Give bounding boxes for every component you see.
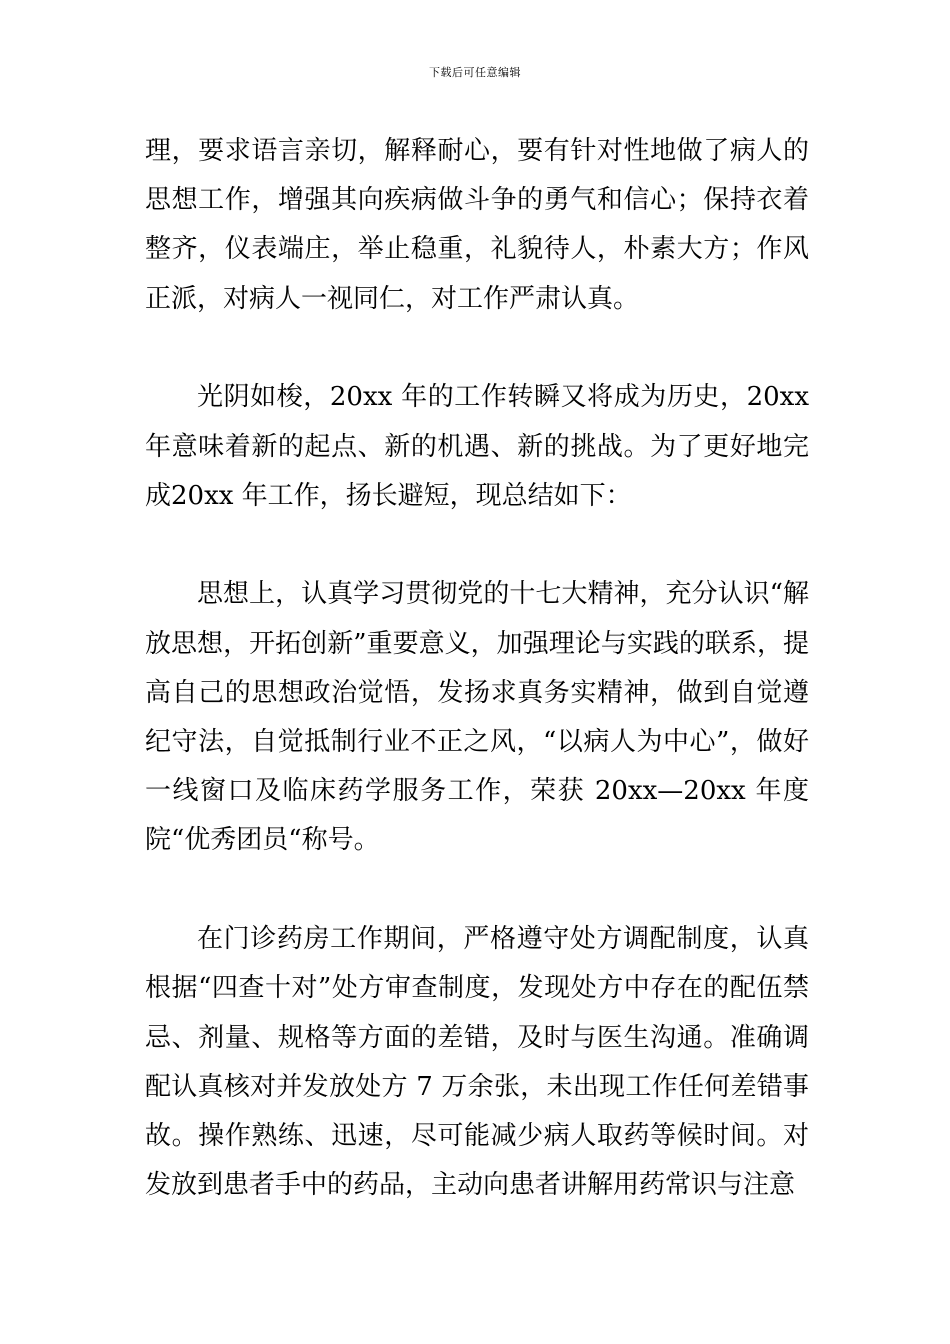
paragraph-spacer	[145, 324, 809, 374]
paragraph-pharmacy-work: 在门诊药房工作期间，严格遵守处方调配制度，认真根据“四查十对”处方审查制度，发现处方中存在的配伍禁忌、剂量、规格等方面的差错，及时与医生沟通。准确调配认真核对并发放处方 7 万余张，未出现工作任何差错事故。操作熟练、迅速，尽可能减少病人取药等候时间。对发放到患者手中的药品，主动向患者讲解用药常识与注意	[145, 924, 809, 1201]
paragraph-ideology: 思想上，认真学习贯彻党的十七大精神，充分认识“解放思想，开拓创新”重要意义，加强理论与实践的联系，提高自己的思想政治觉悟，发扬求真务实精神，做到自觉遵纪守法，自觉抵制行业不正之风，“以病人为中心”，做好一线窗口及临床药学服务工作，荣获 20xx—20xx 年度院“优秀团员“称号。	[145, 579, 809, 856]
document-body	[145, 127, 809, 1210]
page-header: 下载后可任意编辑	[429, 66, 521, 79]
paragraph-continued: 理，要求语言亲切，解释耐心，要有针对性地做了病人的思想工作，增强其向疾病做斗争的勇气和信心；保持衣着整齐，仪表端庄，举止稳重，礼貌待人，朴素大方；作风正派，对病人一视同仁，对工作严肃认真。	[145, 136, 809, 314]
paragraph-spacer	[145, 521, 809, 571]
paragraph-intro: 光阴如梭，20xx 年的工作转瞬又将成为历史，20xx 年意味着新的起点、新的机遇、新的挑战。为了更好地完成20xx 年工作，扬长避短，现总结如下：	[145, 382, 809, 511]
paragraph-spacer	[145, 866, 809, 916]
